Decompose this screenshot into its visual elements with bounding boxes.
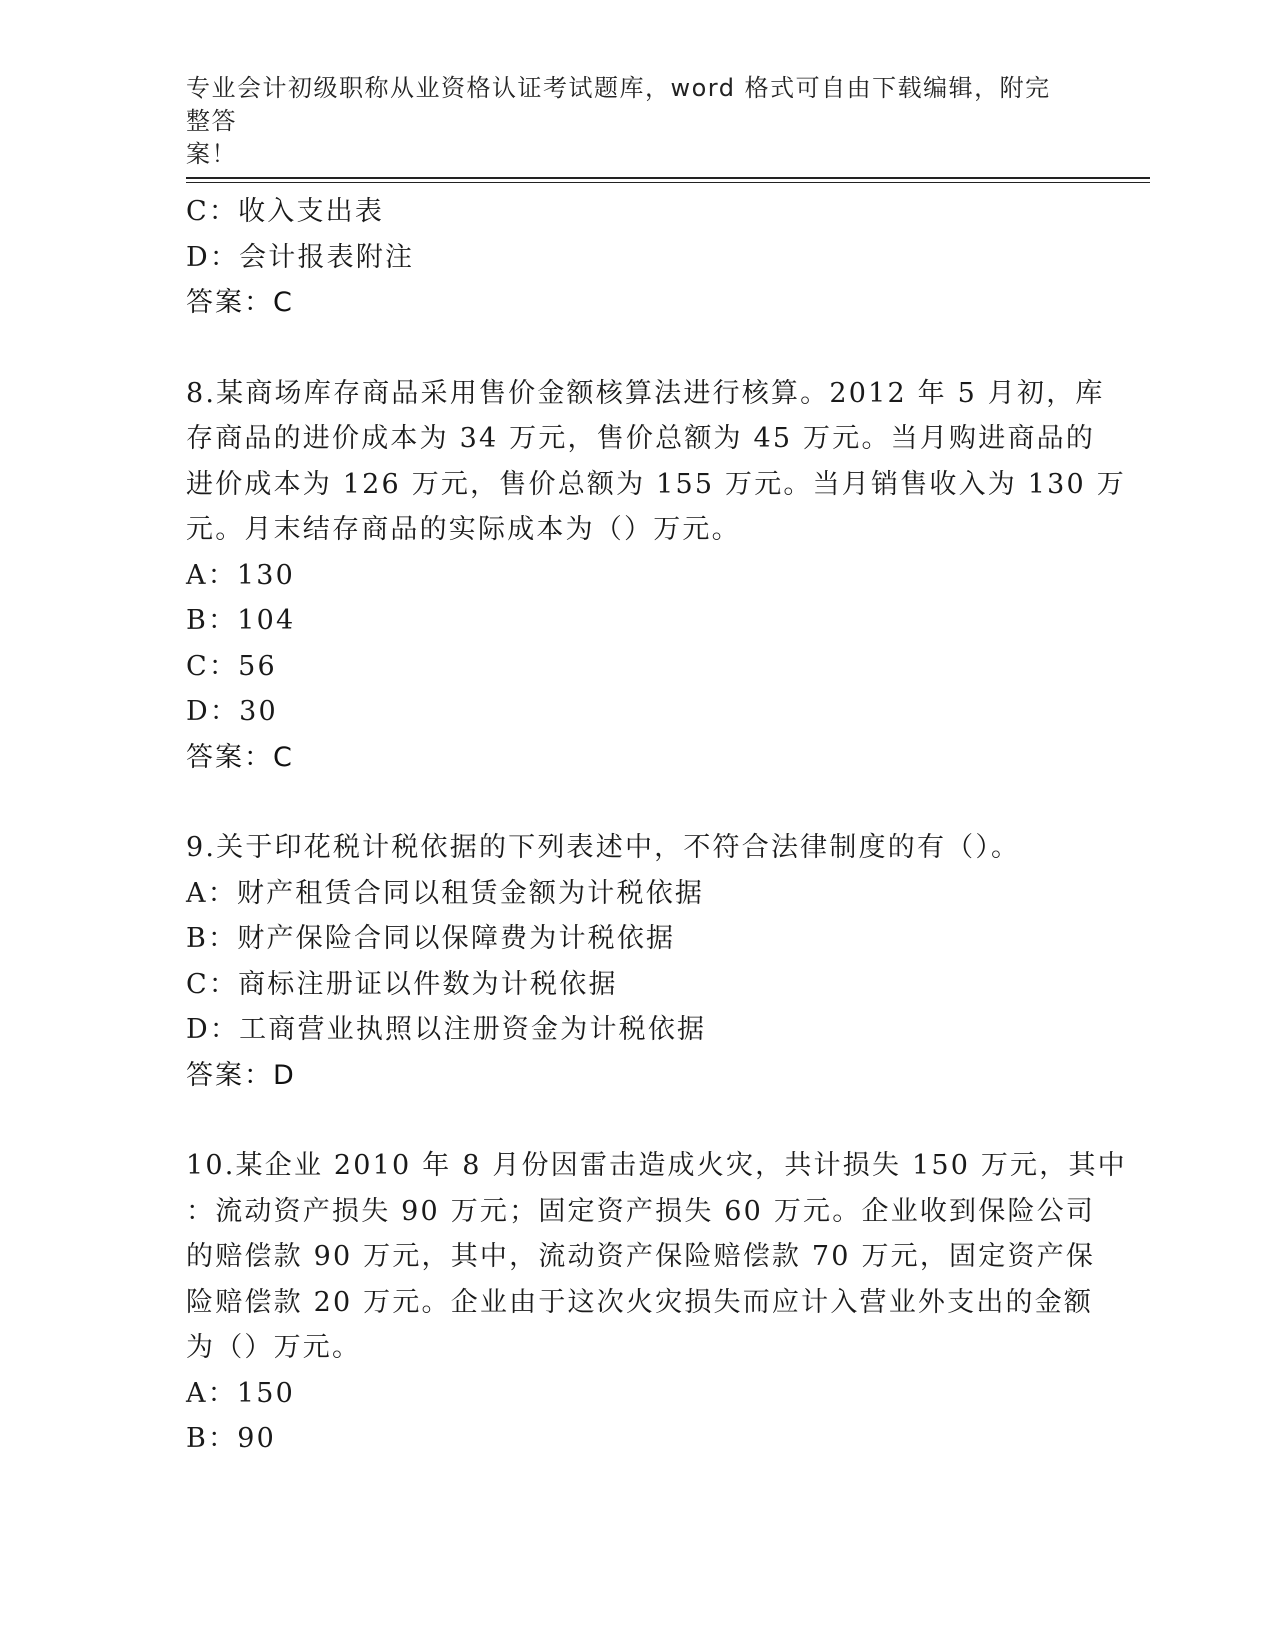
option-b — [186, 598, 1086, 644]
page-header — [186, 72, 1066, 171]
option-c — [186, 962, 1086, 1008]
header-line-2: 案！ — [186, 140, 237, 168]
header-line-1: 专业会计初级职称从业资格认证考试题库，word 格式可自由下载编辑，附完整答 — [186, 74, 1051, 135]
option-text: 104 — [237, 605, 296, 636]
option-label: A： — [186, 1377, 237, 1409]
question-stem — [186, 1143, 1127, 1371]
option-label: B： — [186, 923, 238, 954]
option-text: 财产租赁合同以租赁金额为计税依据 — [236, 877, 705, 909]
option-text: 商标注册证以件数为计税依据 — [238, 968, 618, 1000]
option-label: A： — [186, 559, 237, 591]
stem-line: 9.关于印花税计税依据的下列表述中，不符合法律制度的有（）。 — [186, 832, 1021, 863]
option-label: C： — [186, 650, 239, 682]
option-label: A： — [186, 877, 237, 909]
answer-line: 答案：C — [186, 741, 294, 773]
option-text: 150 — [236, 1377, 296, 1409]
option-d — [186, 1007, 1086, 1053]
option-a — [186, 871, 1086, 917]
option-a — [186, 1371, 1086, 1417]
document-body — [186, 189, 1127, 1462]
option-b — [186, 1416, 1086, 1462]
answer-line: 答案：C — [186, 287, 294, 318]
option-label: D： — [186, 696, 240, 727]
option-label: B： — [186, 605, 238, 636]
option-d — [186, 689, 1086, 735]
option-b — [186, 916, 1086, 962]
option-c — [186, 644, 1086, 690]
question-7-tail — [186, 189, 1086, 326]
question-8 — [186, 371, 1126, 781]
question-9 — [186, 825, 1086, 1098]
stem-line: 存商品的进价成本为 34 万元，售价总额为 45 万元。当月购进商品的 — [186, 423, 1096, 454]
option-d — [186, 235, 1086, 281]
option-label: D： — [186, 1014, 240, 1045]
option-text: 30 — [239, 696, 278, 727]
stem-line: 的赔偿款 90 万元，其中，流动资产保险赔偿款 70 万元，固定资产保 — [186, 1241, 1096, 1272]
option-text: 90 — [237, 1423, 277, 1454]
option-label: C： — [186, 196, 239, 227]
option-label: B： — [186, 1423, 238, 1454]
option-text: 会计报表附注 — [239, 241, 415, 273]
header-rule-thin — [186, 182, 1150, 183]
option-a — [186, 553, 1086, 599]
stem-line: 10.某企业 2010 年 8 月份因雷击造成火灾，共计损失 150 万元，其中 — [186, 1150, 1127, 1181]
option-text: 56 — [238, 650, 277, 682]
header-rule-thick — [186, 177, 1150, 179]
stem-line: 8.某商场库存商品采用售价金额核算法进行核算。2012 年 5 月初，库 — [186, 377, 1105, 409]
question-10 — [186, 1143, 1127, 1462]
stem-line: 进价成本为 126 万元，售价总额为 155 万元。当月销售收入为 130 万 — [186, 468, 1126, 500]
option-label: C： — [186, 968, 239, 1000]
stem-line: ：流动资产损失 90 万元；固定资产损失 60 万元。企业收到保险公司 — [186, 1195, 1096, 1227]
option-text: 收入支出表 — [238, 196, 385, 227]
question-stem — [186, 371, 1126, 553]
option-text: 财产保险合同以保障费为计税依据 — [237, 923, 676, 954]
stem-line: 元。月末结存商品的实际成本为（）万元。 — [186, 514, 741, 545]
stem-line: 为（）万元。 — [186, 1332, 362, 1363]
answer-line: 答案：D — [186, 1059, 296, 1091]
option-text: 工商营业执照以注册资金为计税依据 — [239, 1014, 707, 1045]
option-text: 130 — [236, 559, 296, 591]
question-stem — [186, 825, 1086, 871]
stem-line: 险赔偿款 20 万元。企业由于这次火灾损失而应计入营业外支出的金额 — [186, 1286, 1094, 1318]
option-c — [186, 189, 1086, 235]
option-label: D： — [186, 241, 240, 273]
